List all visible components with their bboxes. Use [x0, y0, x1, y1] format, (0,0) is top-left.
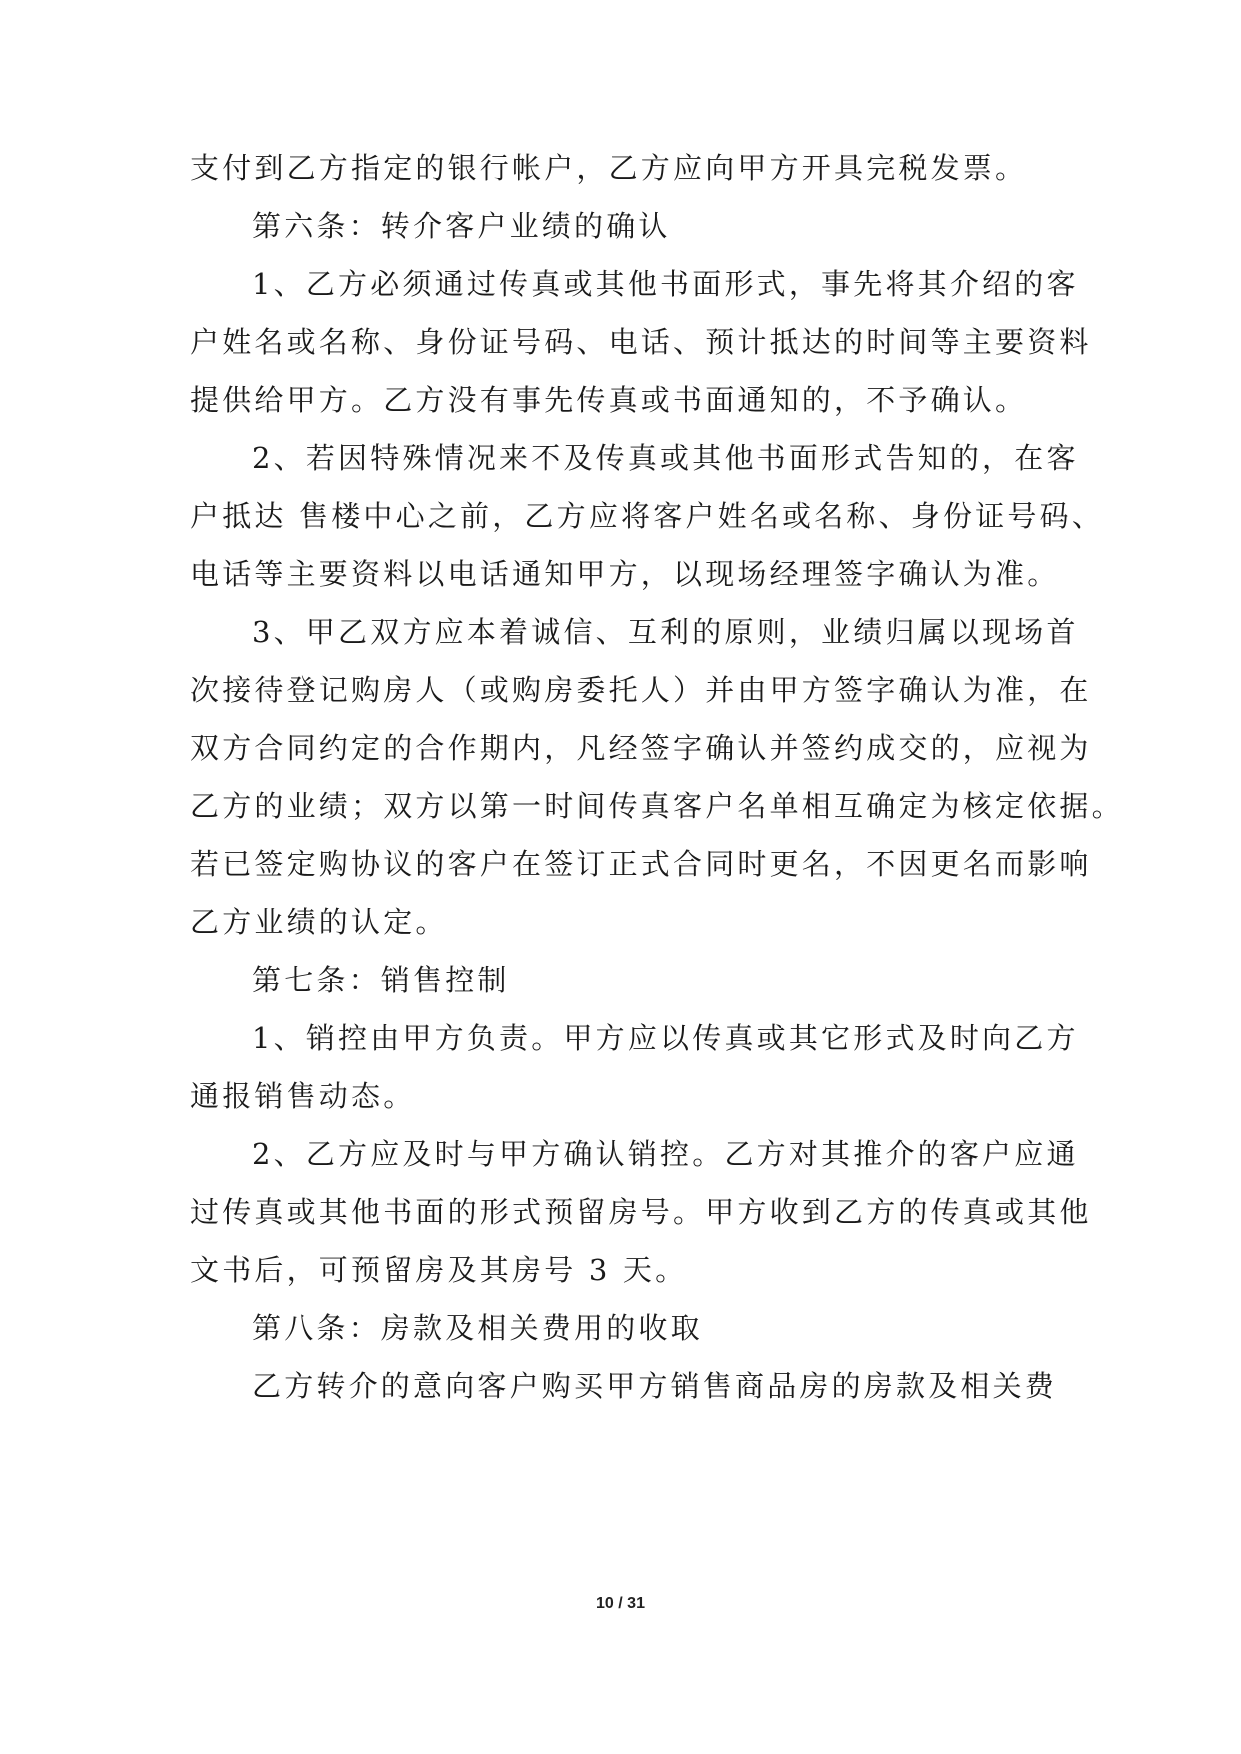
text-line: 乙方的业绩；双方以第一时间传真客户名单相互确定为核定依据。	[190, 789, 1124, 823]
text-line: 过传真或其他书面的形式预留房号。甲方收到乙方的传真或其他	[190, 1195, 1092, 1229]
text-line: 提供给甲方。乙方没有事先传真或书面通知的，不予确认。	[190, 383, 1028, 417]
text-line: 通报销售动态。	[190, 1079, 416, 1113]
text-line: 电话等主要资料以电话通知甲方，以现场经理签字确认为准。	[190, 557, 1060, 591]
text-line: 2、若因特殊情况来不及传真或其他书面形式告知的，在客	[252, 441, 1079, 475]
text-line: 若已签定购协议的客户在签订正式合同时更名，不因更名而影响	[190, 847, 1092, 881]
text-line: 文书后，可预留房及其房号 3 天。	[190, 1253, 688, 1287]
text-line: 户姓名或名称、身份证号码、电话、预计抵达的时间等主要资料	[190, 325, 1092, 359]
text-line: 2、乙方应及时与甲方确认销控。乙方对其推介的客户应通	[252, 1137, 1079, 1171]
section-heading-7: 第七条：销售控制	[252, 963, 510, 997]
page-number: 10 / 31	[596, 1595, 645, 1612]
text-line: 乙方业绩的认定。	[190, 905, 448, 939]
text-line: 乙方转介的意向客户购买甲方销售商品房的房款及相关费	[252, 1369, 1058, 1403]
section-heading-6: 第六条：转介客户业绩的确认	[252, 209, 671, 243]
text-line: 支付到乙方指定的银行帐户，乙方应向甲方开具完税发票。	[190, 151, 1028, 185]
text-line: 3、甲乙双方应本着诚信、互利的原则，业绩归属以现场首	[252, 615, 1079, 649]
section-heading-8: 第八条：房款及相关费用的收取	[252, 1311, 703, 1345]
text-line: 1、乙方必须通过传真或其他书面形式，事先将其介绍的客	[252, 267, 1079, 301]
text-line: 户抵达 售楼中心之前，乙方应将客户姓名或名称、身份证号码、	[190, 499, 1105, 533]
text-line: 1、销控由甲方负责。甲方应以传真或其它形式及时向乙方	[252, 1021, 1079, 1055]
text-line: 次接待登记购房人（或购房委托人）并由甲方签字确认为准，在	[190, 673, 1092, 707]
text-line: 双方合同约定的合作期内，凡经签字确认并签约成交的，应视为	[190, 731, 1092, 765]
